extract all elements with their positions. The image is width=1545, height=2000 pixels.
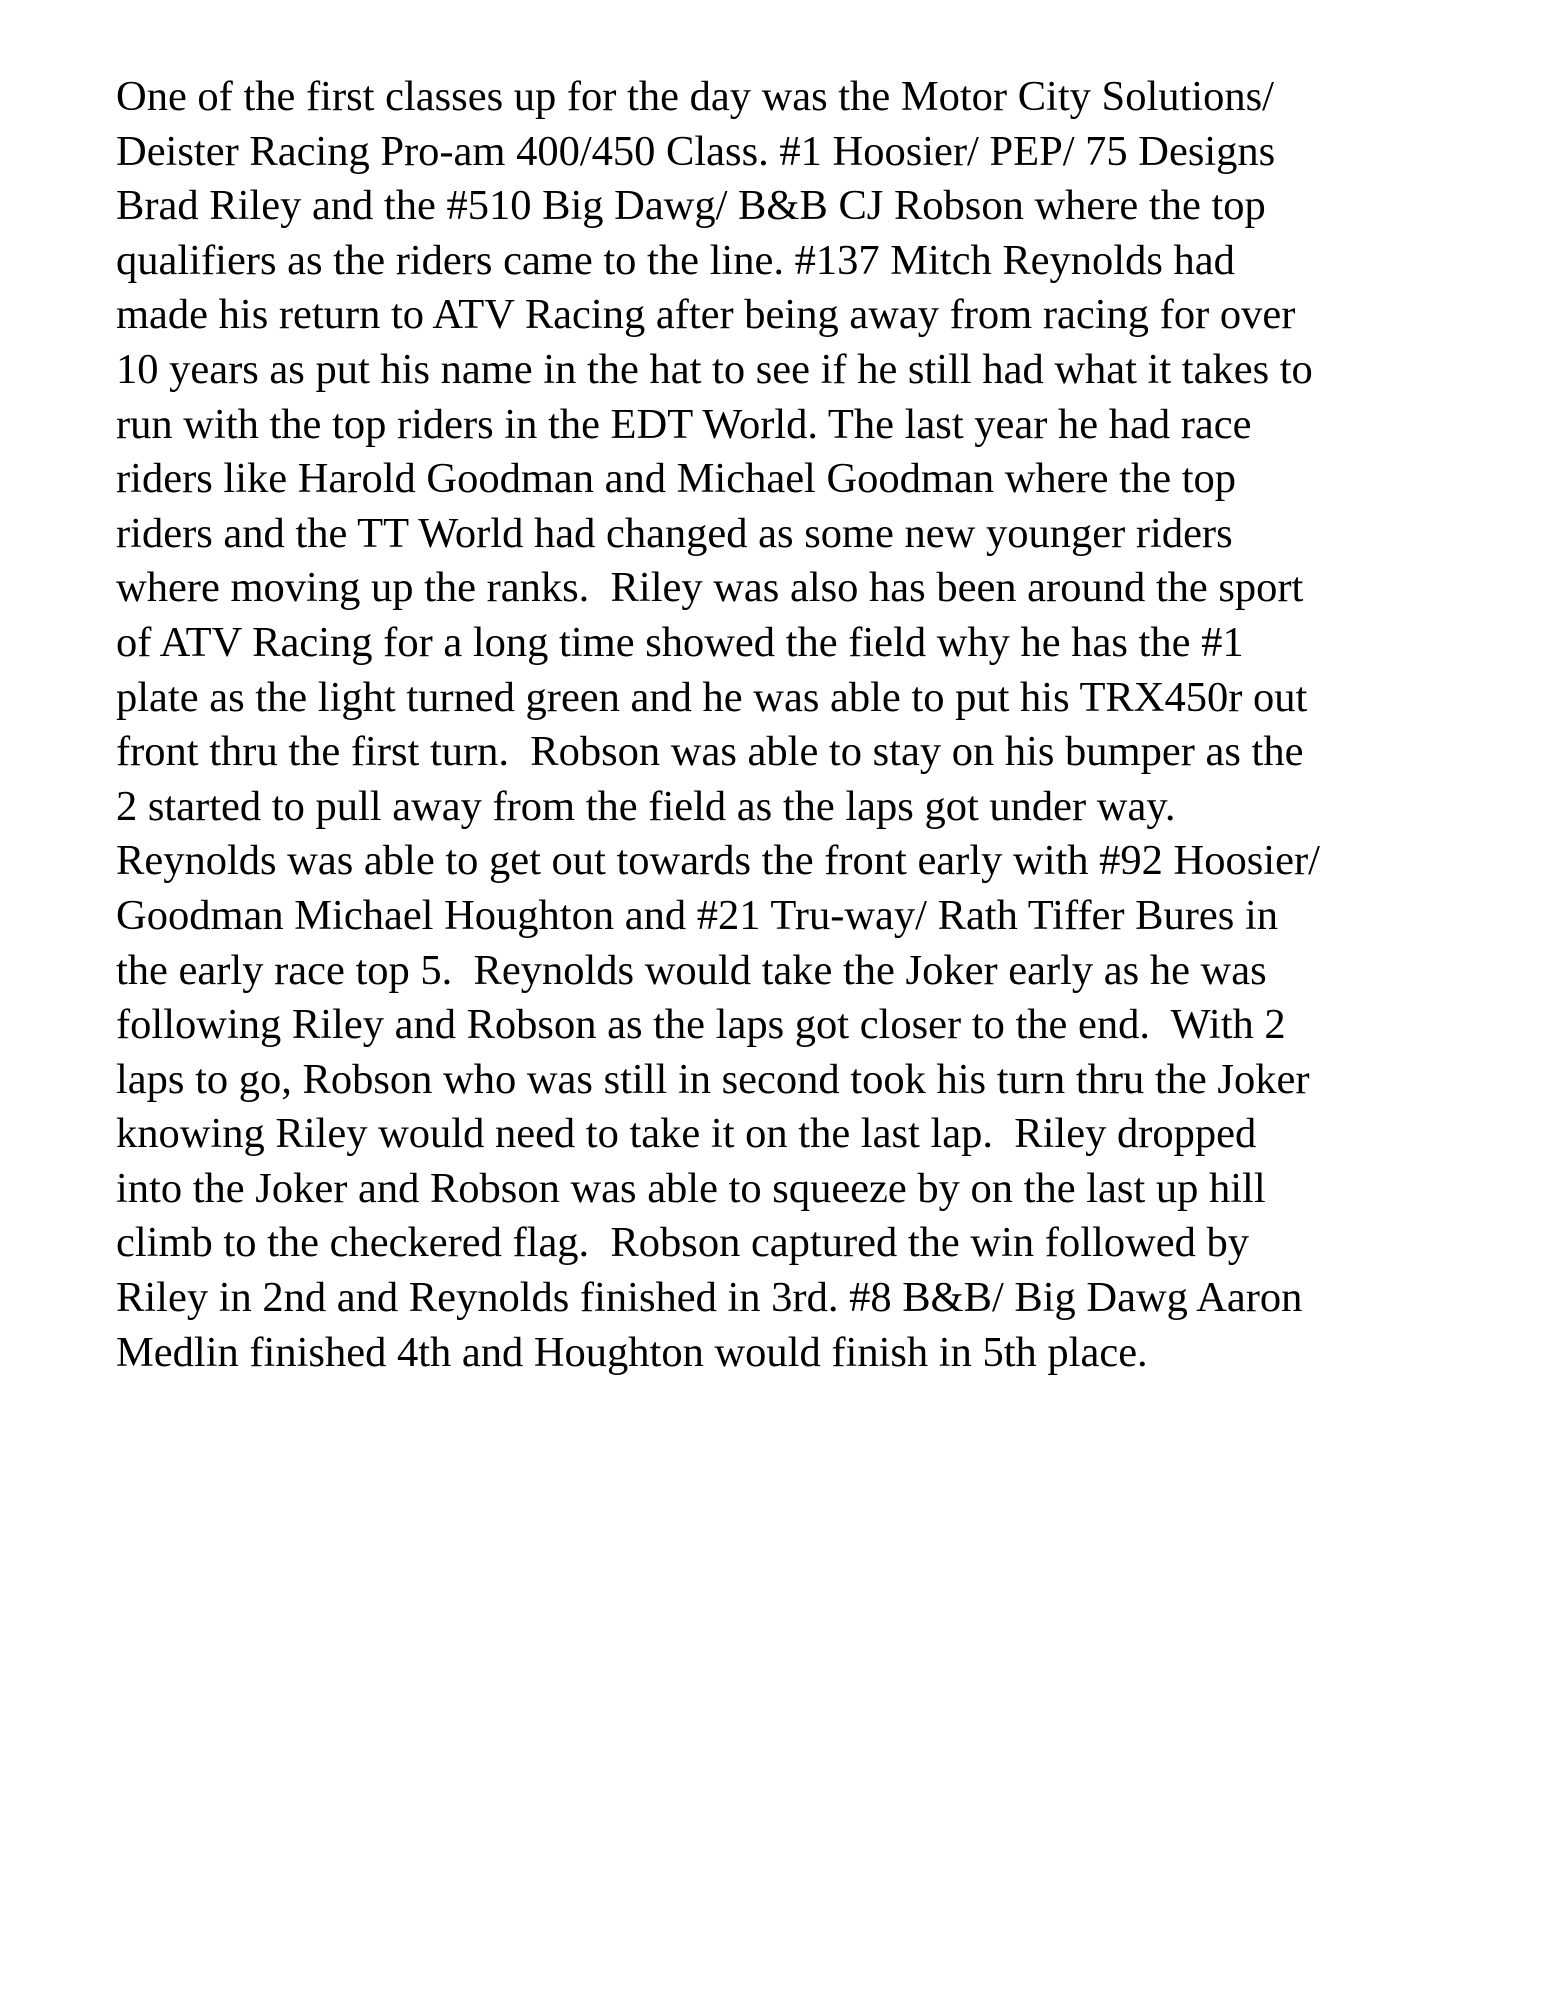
paragraph-line: 10 years as put his name in the hat to see if he still had what it takes to bbox=[116, 345, 1313, 393]
paragraph-line: of ATV Racing for a long time showed the field why he has the #1 bbox=[116, 618, 1244, 666]
paragraph-line: plate as the light turned green and he was able to put his TRX450r out bbox=[116, 673, 1308, 721]
paragraph-line: Deister Racing Pro-am 400/450 Class. #1 Hoosier/ PEP/ 75 Designs bbox=[116, 127, 1276, 175]
paragraph-line: Riley in 2nd and Reynolds finished in 3rd. #8 B&B/ Big Dawg Aaron bbox=[116, 1274, 1303, 1322]
paragraph-line: qualifiers as the riders came to the line. #137 Mitch Reynolds had bbox=[116, 236, 1235, 284]
paragraph-line: Reynolds was able to get out towards the front early with #92 Hoosier/ bbox=[116, 837, 1320, 885]
paragraph-line: knowing Riley would need to take it on the last lap. Riley dropped bbox=[116, 1110, 1257, 1158]
paragraph-line: following Riley and Robson as the laps got closer to the end. With 2 bbox=[116, 1001, 1286, 1049]
paragraph-line: where moving up the ranks. Riley was also has been around the sport bbox=[116, 564, 1304, 612]
paragraph-line: Goodman Michael Houghton and #21 Tru-way/ Rath Tiffer Bures in bbox=[116, 891, 1279, 939]
paragraph-line: the early race top 5. Reynolds would take the Joker early as he was bbox=[116, 946, 1267, 994]
paragraph-line: run with the top riders in the EDT World. The last year he had race bbox=[116, 400, 1252, 448]
paragraph-line: riders and the TT World had changed as some new younger riders bbox=[116, 509, 1233, 557]
paragraph-line: made his return to ATV Racing after being away from racing for over bbox=[116, 291, 1296, 339]
paragraph-line: riders like Harold Goodman and Michael Goodman where the top bbox=[116, 455, 1237, 503]
paragraph-line: climb to the checkered flag. Robson captured the win followed by bbox=[116, 1219, 1249, 1267]
paragraph-line: laps to go, Robson who was still in second took his turn thru the Joker bbox=[116, 1055, 1310, 1103]
paragraph-line: 2 started to pull away from the field as the laps got under way. bbox=[116, 782, 1176, 830]
paragraph-line: Medlin finished 4th and Houghton would finish in 5th place. bbox=[116, 1328, 1148, 1376]
paragraph-line: One of the first classes up for the day was the Motor City Solutions/ bbox=[116, 73, 1274, 120]
paragraph-line: into the Joker and Robson was able to squeeze by on the last up hill bbox=[116, 1164, 1266, 1212]
paragraph-line: Brad Riley and the #510 Big Dawg/ B&B CJ Robson where the top bbox=[116, 182, 1266, 230]
article-paragraph bbox=[116, 70, 1496, 1380]
paragraph-line: front thru the first turn. Robson was able to stay on his bumper as the bbox=[116, 728, 1304, 776]
